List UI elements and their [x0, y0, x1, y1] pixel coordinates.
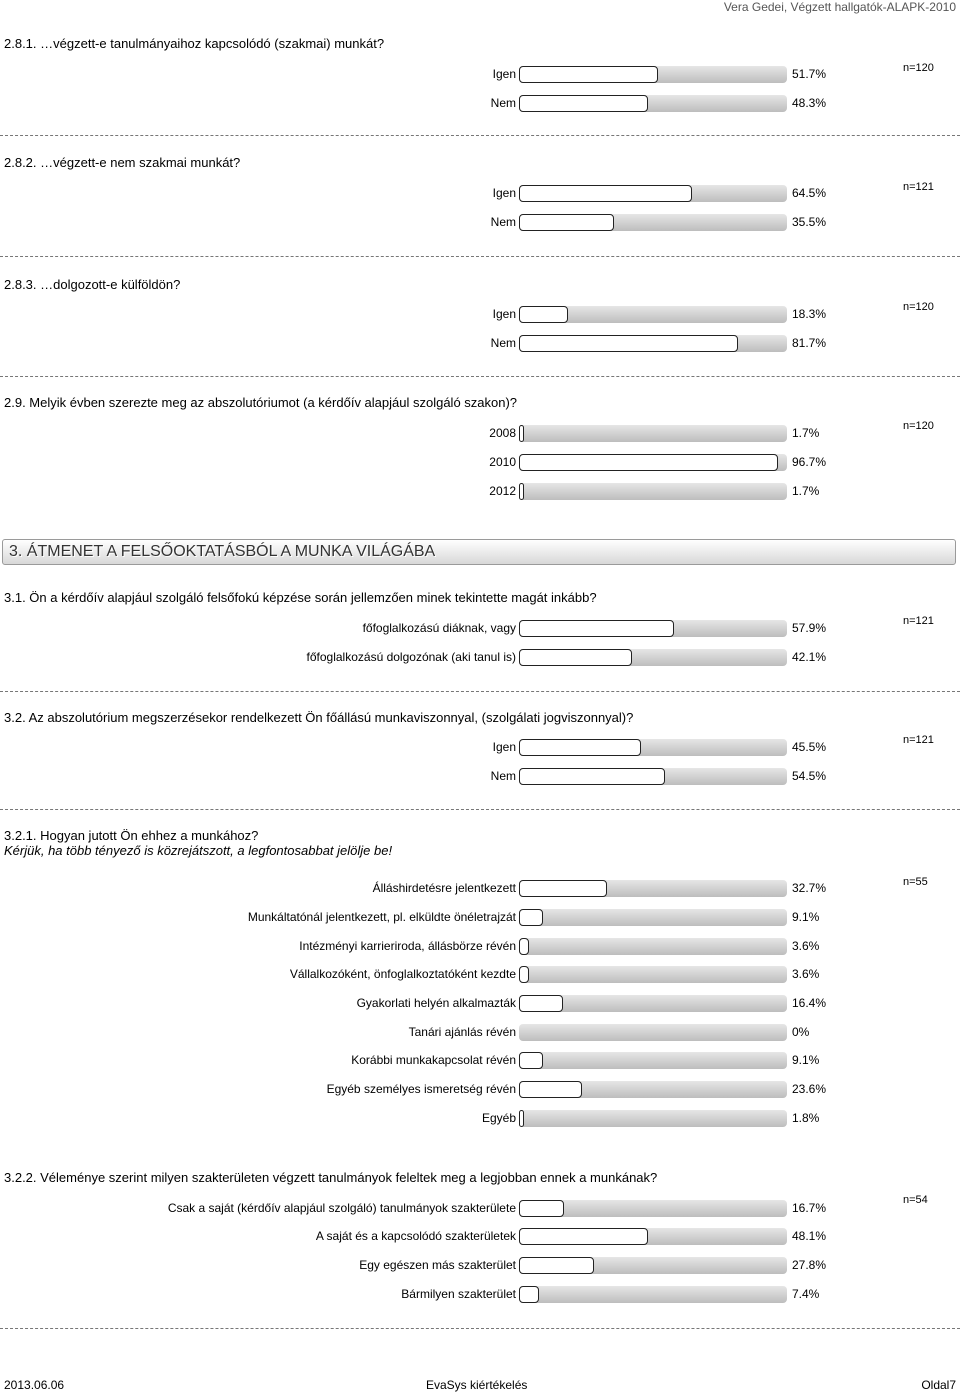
bar-fill	[519, 739, 641, 756]
answer-percent: 48.3%	[792, 96, 827, 110]
answer-row	[0, 1285, 960, 1305]
answer-percent: 27.8%	[792, 1258, 827, 1272]
answer-label: 2008	[489, 426, 516, 440]
answer-row	[0, 1199, 960, 1219]
answer-label: Tanári ajánlás révén	[408, 1025, 516, 1039]
answer-row	[0, 453, 960, 473]
answer-label: Nem	[490, 336, 516, 350]
bar-track	[519, 1228, 787, 1245]
bar-fill	[519, 620, 674, 637]
answer-label: Bármilyen szakterület	[401, 1287, 516, 1301]
answer-percent: 42.1%	[792, 650, 827, 664]
answer-label: Intézményi karrieriroda, állásbörze révén	[299, 939, 516, 953]
answer-row	[0, 213, 960, 233]
separator	[0, 809, 960, 810]
answer-row	[0, 65, 960, 85]
answer-label: Egyéb	[481, 1111, 516, 1125]
answer-percent: 0%	[792, 1025, 810, 1039]
sample-size: n=120	[903, 62, 934, 74]
answer-row	[0, 424, 960, 444]
sample-size: n=55	[903, 876, 928, 888]
bar-fill	[519, 425, 524, 442]
question-title: 3.1. Ön a kérdőív alapjául szolgáló felsőfokú képzése során jellemzően minek tekintette magát inkább?	[4, 590, 597, 605]
answer-percent: 16.7%	[792, 1201, 827, 1215]
bar-fill	[519, 95, 648, 112]
answer-label: Korábbi munkakapcsolat révén	[351, 1053, 516, 1067]
sample-size: n=54	[903, 1194, 928, 1206]
bar-fill	[519, 335, 738, 352]
bar-fill	[519, 66, 658, 83]
bar-track	[519, 425, 787, 442]
answer-row	[0, 334, 960, 354]
bar-fill	[519, 768, 665, 785]
answer-percent: 18.3%	[792, 307, 827, 321]
bar-track	[519, 335, 787, 352]
bar-fill	[519, 1286, 539, 1303]
answer-label: Igen	[492, 67, 516, 81]
answer-label: főfoglalkozású diáknak, vagy	[362, 621, 516, 635]
answer-percent: 16.4%	[792, 996, 827, 1010]
bar-fill	[519, 1081, 582, 1098]
answer-row	[0, 94, 960, 114]
bar-track	[519, 95, 787, 112]
bar-track	[519, 1257, 787, 1274]
bar-track	[519, 1052, 787, 1069]
answer-percent: 54.5%	[792, 769, 827, 783]
bar-track	[519, 649, 787, 666]
sample-size: n=120	[903, 301, 934, 313]
answer-row	[0, 1080, 960, 1100]
bar-track	[519, 620, 787, 637]
bar-track	[519, 909, 787, 926]
answer-percent: 48.1%	[792, 1229, 827, 1243]
bar-track	[519, 483, 787, 500]
bar-fill	[519, 966, 529, 983]
answer-row	[0, 305, 960, 325]
bar-fill	[519, 454, 778, 471]
bar-track	[519, 185, 787, 202]
sample-size: n=120	[903, 420, 934, 432]
answer-row	[0, 965, 960, 985]
answer-row	[0, 1051, 960, 1071]
bar-track	[519, 739, 787, 756]
answer-percent: 64.5%	[792, 186, 827, 200]
answer-label: Igen	[492, 186, 516, 200]
answer-row	[0, 937, 960, 957]
question-title: 3.2.2. Véleménye szerint milyen szakterületen végzett tanulmányok feleltek meg a legjobban ennek a munkának?	[4, 1170, 658, 1185]
bar-track	[519, 1286, 787, 1303]
sample-size: n=121	[903, 181, 934, 193]
separator	[0, 256, 960, 257]
answer-row	[0, 184, 960, 204]
answer-label: Gyakorlati helyén alkalmazták	[356, 996, 516, 1010]
separator	[0, 691, 960, 692]
answer-label: Nem	[490, 215, 516, 229]
question-title: 2.8.3. …dolgozott-e külföldön?	[4, 277, 181, 292]
answer-percent: 35.5%	[792, 215, 827, 229]
bar-track	[519, 1081, 787, 1098]
bar-fill	[519, 1110, 524, 1127]
bar-track	[519, 1024, 787, 1041]
bar-track	[519, 306, 787, 323]
footer-page: Oldal7	[921, 1378, 956, 1392]
question-title: 2.8.2. …végzett-e nem szakmai munkát?	[4, 155, 241, 170]
bar-fill	[519, 1257, 594, 1274]
answer-row	[0, 908, 960, 928]
bar-fill	[519, 1200, 564, 1217]
question-title: 3.2.1. Hogyan jutott Ön ehhez a munkához?	[4, 828, 259, 843]
bar-fill	[519, 880, 607, 897]
bar-fill	[519, 649, 632, 666]
answer-percent: 51.7%	[792, 67, 827, 81]
answer-label: 2012	[489, 484, 516, 498]
answer-row	[0, 738, 960, 758]
answer-label: főfoglalkozású dolgozónak (aki tanul is)	[306, 650, 516, 664]
bar-fill	[519, 483, 524, 500]
answer-label: 2010	[489, 455, 516, 469]
bar-track	[519, 214, 787, 231]
answer-percent: 1.8%	[792, 1111, 820, 1125]
bar-track	[519, 995, 787, 1012]
separator	[0, 376, 960, 377]
answer-percent: 1.7%	[792, 484, 820, 498]
answer-percent: 3.6%	[792, 939, 820, 953]
answer-label: Igen	[492, 740, 516, 754]
bar-track	[519, 1110, 787, 1127]
answer-row	[0, 767, 960, 787]
answer-row	[0, 1023, 960, 1043]
answer-label: Nem	[490, 769, 516, 783]
footer-center: EvaSys kiértékelés	[426, 1378, 528, 1392]
bar-track	[519, 66, 787, 83]
bar-fill	[519, 995, 563, 1012]
footer-date: 2013.06.06	[4, 1378, 65, 1392]
sample-size: n=121	[903, 734, 934, 746]
question-title: 2.8.1. …végzett-e tanulmányaihoz kapcsolódó (szakmai) munkát?	[4, 36, 385, 51]
answer-row	[0, 482, 960, 502]
question-title: 2.9. Melyik évben szerezte meg az abszolutóriumot (a kérdőív alapjául szolgáló szakon)?	[4, 395, 518, 410]
answer-label: Munkáltatónál jelentkezett, pl. elküldte önéletrajzát	[247, 910, 516, 924]
answer-label: Csak a saját (kérdőív alapjául szolgáló) tanulmányok szakterülete	[167, 1201, 516, 1215]
answer-row	[0, 879, 960, 899]
question-subtitle: Kérjük, ha több tényező is közrejátszott, a legfontosabbat jelölje be!	[4, 843, 393, 858]
answer-row	[0, 648, 960, 668]
answer-percent: 7.4%	[792, 1287, 820, 1301]
bar-track	[519, 454, 787, 471]
answer-label: A saját és a kapcsolódó szakterületek	[315, 1229, 516, 1243]
answer-percent: 1.7%	[792, 426, 820, 440]
answer-percent: 9.1%	[792, 1053, 820, 1067]
separator	[0, 135, 960, 136]
answer-percent: 57.9%	[792, 621, 827, 635]
answer-percent: 81.7%	[792, 336, 827, 350]
answer-label: Vállalkozóként, önfoglalkoztatóként kezdte	[289, 967, 516, 981]
bar-fill	[519, 938, 529, 955]
question-title: 3.2. Az abszolutórium megszerzésekor rendelkezett Ön főállású munkaviszonnyal, (szolgálati jogviszonnyal)?	[4, 710, 634, 725]
answer-label: Egy egészen más szakterület	[359, 1258, 516, 1272]
page-header-text: Vera Gedei, Végzett hallgatók-ALAPK-2010	[723, 0, 956, 14]
bar-track	[519, 880, 787, 897]
bar-fill	[519, 214, 614, 231]
answer-label: Igen	[492, 307, 516, 321]
answer-percent: 96.7%	[792, 455, 827, 469]
answer-row	[0, 1227, 960, 1247]
answer-label: Egyéb személyes ismeretség révén	[326, 1082, 516, 1096]
answer-label: Nem	[490, 96, 516, 110]
answer-percent: 32.7%	[792, 881, 827, 895]
answer-percent: 45.5%	[792, 740, 827, 754]
bar-track	[519, 768, 787, 785]
bar-fill	[519, 909, 543, 926]
bar-fill	[519, 185, 692, 202]
bar-fill	[519, 306, 568, 323]
answer-row	[0, 1256, 960, 1276]
answer-row	[0, 619, 960, 639]
bar-track	[519, 1200, 787, 1217]
answer-percent: 23.6%	[792, 1082, 827, 1096]
answer-percent: 3.6%	[792, 967, 820, 981]
answer-row	[0, 1109, 960, 1129]
answer-label: Álláshirdetésre jelentkezett	[372, 881, 516, 895]
section-title: 3. ÁTMENET A FELSŐOKTATÁSBÓL A MUNKA VILÁGÁBA	[9, 543, 436, 560]
bar-track	[519, 966, 787, 983]
sample-size: n=121	[903, 615, 934, 627]
answer-percent: 9.1%	[792, 910, 820, 924]
bar-track	[519, 938, 787, 955]
bar-fill	[519, 1052, 543, 1069]
section-banner	[2, 539, 956, 565]
bar-fill	[519, 1228, 648, 1245]
separator	[0, 1328, 960, 1329]
answer-row	[0, 994, 960, 1014]
